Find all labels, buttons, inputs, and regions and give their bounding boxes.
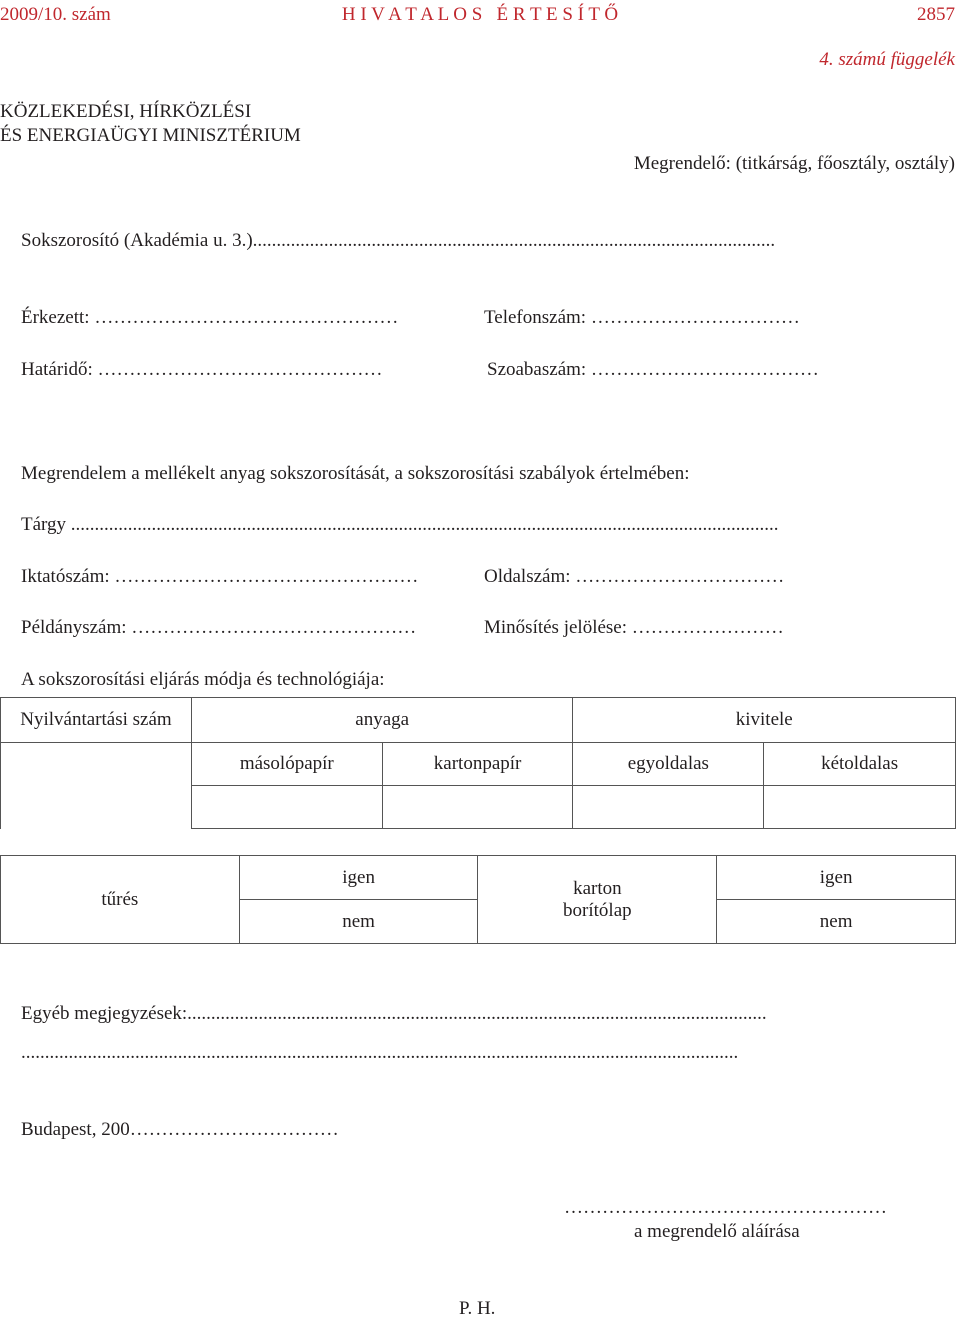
method-table xyxy=(0,697,956,829)
subject-line: Tárgy ..................................................................................................................................................... xyxy=(21,515,779,534)
signature-line: …………………………………………… xyxy=(564,1197,887,1218)
method-label: A sokszorosítási eljárás módja és technológiája: xyxy=(21,669,385,690)
cover-yes: igen xyxy=(717,856,956,900)
registry-cell xyxy=(1,743,192,829)
journal-title: H I V A T A L O S É R T E S Í T Ő xyxy=(341,4,619,25)
cover-no: nem xyxy=(717,900,956,944)
copy-paper-header: másolópapír xyxy=(191,743,382,786)
appendix-label: 4. számú függelék xyxy=(819,49,955,70)
material-header: anyaga xyxy=(191,698,573,743)
received-field: Érkezett: ………………………………………… xyxy=(21,307,399,328)
printer-line: Sokszorosító (Akadémia u. 3.).............................................................................................................. xyxy=(21,231,776,250)
stamp-label: P. H. xyxy=(459,1298,496,1319)
notes-line-1: Egyéb megjegyzések:.......................................................................................................................... xyxy=(21,1004,767,1023)
file-number-field: Iktatószám: ………………………………………… xyxy=(21,566,419,587)
stapling-label: tűrés xyxy=(1,856,240,944)
order-text: Megrendelem a mellékelt anyag sokszorosítását, a sokszorosítási szabályok értelmében: xyxy=(21,463,690,484)
single-sided-header: egyoldalas xyxy=(573,743,764,786)
double-sided-cell xyxy=(764,786,956,829)
place-date: Budapest, 200…………………………… xyxy=(21,1119,339,1140)
copy-paper-cell xyxy=(191,786,382,829)
signature-label: a megrendelő aláírása xyxy=(634,1221,800,1242)
phone-field: Telefonszám: …………………………… xyxy=(484,307,800,328)
card-paper-cell xyxy=(382,786,573,829)
copies-field: Példányszám: ……………………………………… xyxy=(21,617,417,638)
double-sided-header: kétoldalas xyxy=(764,743,956,786)
registry-header: Nyilvántartási szám xyxy=(1,698,192,743)
finish-header: kivitele xyxy=(573,698,956,743)
orderer-label: Megrendelő: (titkárság, főosztály, osztály) xyxy=(633,153,955,174)
room-field: Szoabaszám: ……………………………… xyxy=(487,359,819,380)
cover-label-line2: borítólap xyxy=(563,899,632,921)
stapling-no: nem xyxy=(239,900,478,944)
single-sided-cell xyxy=(573,786,764,829)
ministry-line1: KÖZLEKEDÉSI, HÍRKÖZLÉSI xyxy=(0,101,252,122)
page-number: 2857 xyxy=(917,4,955,25)
binding-table xyxy=(0,855,956,944)
card-paper-header: kartonpapír xyxy=(382,743,573,786)
cover-label xyxy=(478,856,717,944)
notes-line-2: ....................................................................................................................................................... xyxy=(21,1043,739,1062)
issue-number: 2009/10. szám xyxy=(0,4,111,25)
stapling-yes: igen xyxy=(239,856,478,900)
deadline-field: Határidő: ……………………………………… xyxy=(21,359,383,380)
classification-field: Minősítés jelölése: …………………… xyxy=(484,617,784,638)
cover-label-line1: karton xyxy=(573,877,622,899)
page-count-field: Oldalszám: …………………………… xyxy=(484,566,785,587)
ministry-line2: ÉS ENERGIAÜGYI MINISZTÉRIUM xyxy=(0,125,301,146)
